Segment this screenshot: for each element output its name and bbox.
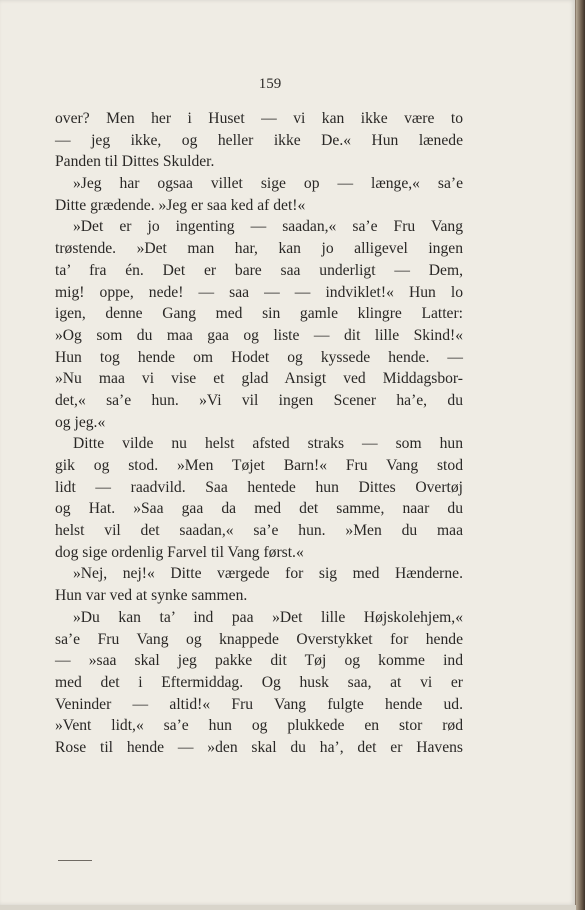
text-line: helst vil det saadan,« sa’e hun. »Men du maa <box>55 522 463 540</box>
body-text <box>55 108 463 759</box>
text-line: Panden til Dittes Skulder. <box>55 153 215 171</box>
text-line: dog sige ordenlig Farvel til Vang først.« <box>55 543 304 561</box>
text-line: Ditte vilde nu helst afsted straks — som hun <box>73 435 463 453</box>
text-line: Rose til hende — »den skal du ha’, det er Havens <box>55 738 463 756</box>
text-line: over? Men her i Huset — vi kan ikke være to <box>55 110 463 127</box>
page-edge <box>576 0 585 910</box>
text-line: »Det er jo ingenting — saadan,« sa’e Fru Vang <box>73 218 463 236</box>
text-line: »Du kan ta’ ind paa »Det lille Højskolehjem,« <box>73 608 463 626</box>
text-line: trøstende. »Det man har, kan jo alligevel ingen <box>55 240 463 258</box>
text-line: og jeg.« <box>55 413 106 431</box>
text-line: det,« sa’e hun. »Vi vil ingen Scener ha’e, du <box>55 391 463 409</box>
text-line: og Hat. »Saa gaa da med det samme, naar du <box>55 500 463 518</box>
text-line: lidt — raadvild. Saa hentede hun Dittes Overtøj <box>55 478 463 496</box>
text-line: mig! oppe, nede! — saa — — indviklet!« Hun lo <box>55 283 463 301</box>
text-line: — »saa skal jeg pakke dit Tøj og komme ind <box>55 652 463 670</box>
text-line: Ditte grædende. »Jeg er saa ked af det!« <box>55 196 306 214</box>
text-line: ta’ fra én. Det er bare saa underligt — Dem, <box>55 261 463 279</box>
text-line: Veninder — altid!« Fru Vang fulgte hende ud. <box>55 695 463 713</box>
text-line: sa’e Fru Vang og knappede Overstykket for hende <box>55 630 463 648</box>
text-line: »Nej, nej!« Ditte værgede for sig med Hænderne. <box>73 565 463 583</box>
text-line: »Nu maa vi vise et glad Ansigt ved Middagsbor- <box>55 370 463 388</box>
text-line: — jeg ikke, og heller ikke De.« Hun lænede <box>55 131 463 149</box>
text-line: Hun tog hende om Hodet og kyssede hende. — <box>55 348 463 366</box>
footer-rule <box>58 860 92 861</box>
text-line: Hun var ved at synke sammen. <box>55 587 248 605</box>
text-line: »Jeg har ogsaa villet sige op — længe,« sa’e <box>73 175 463 193</box>
page-number: 159 <box>258 76 282 92</box>
text-line: med det i Eftermiddag. Og husk saa, at vi er <box>55 673 463 691</box>
text-line: »Vent lidt,« sa’e hun og plukkede en stor rød <box>55 717 463 735</box>
text-line: »Og som du maa gaa og liste — dit lille Skind!« <box>55 326 463 344</box>
text-line: gik og stod. »Men Tøjet Barn!« Fru Vang stod <box>55 457 463 474</box>
text-line: igen, denne Gang med sin gamle klingre Latter: <box>55 305 463 323</box>
